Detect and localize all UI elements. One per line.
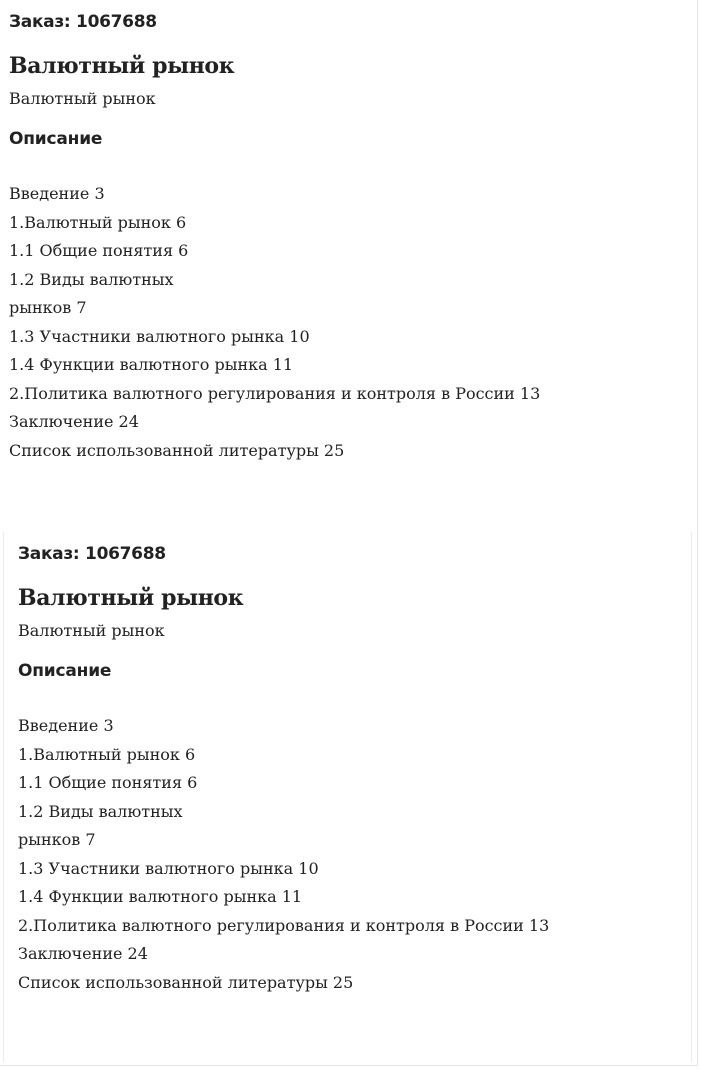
subtitle: Валютный рынок [9, 89, 156, 108]
toc-item: 1.3 Участники валютного рынка 10 [9, 326, 310, 346]
toc-item: 1.Валютный рынок 6 [9, 212, 187, 232]
page-title: Валютный рынок [18, 585, 244, 611]
toc-item: Введение 3 [18, 716, 114, 735]
toc-item: Заключение 24 [9, 412, 139, 431]
toc-item: Список использованной литературы 25 [9, 440, 345, 460]
table-of-contents [18, 712, 690, 997]
order-number: Заказ: 1067688 [9, 12, 157, 32]
toc-item: 1.2 Виды валютных [9, 269, 174, 289]
toc-item: 1.Валютный рынок 6 [18, 744, 196, 764]
toc-item: 1.4 Функции валютного рынка 11 [18, 887, 303, 906]
toc-item: Введение 3 [9, 184, 105, 203]
table-of-contents [9, 180, 689, 465]
toc-item: 2.Политика валютного регулирования и контроля в России 13 [9, 383, 541, 403]
page-title: Валютный рынок [9, 53, 235, 79]
toc-item: 2.Политика валютного регулирования и контроля в России 13 [18, 915, 550, 935]
toc-item: рынков 7 [9, 298, 87, 317]
toc-item: 1.3 Участники валютного рынка 10 [18, 858, 319, 878]
order-card-1 [9, 6, 689, 465]
toc-item: рынков 7 [18, 830, 96, 849]
order-number: Заказ: 1067688 [18, 544, 166, 564]
toc-item: 1.1 Общие понятия 6 [18, 773, 198, 792]
toc-item: 1.2 Виды валютных [18, 801, 183, 821]
toc-item: Заключение 24 [18, 944, 148, 963]
description-heading: Описание [18, 661, 112, 681]
order-card-2 [18, 538, 690, 997]
toc-item: 1.1 Общие понятия 6 [9, 241, 189, 260]
subtitle: Валютный рынок [18, 621, 165, 640]
toc-item: Список использованной литературы 25 [18, 972, 354, 992]
description-heading: Описание [9, 129, 103, 149]
toc-item: 1.4 Функции валютного рынка 11 [9, 355, 294, 374]
